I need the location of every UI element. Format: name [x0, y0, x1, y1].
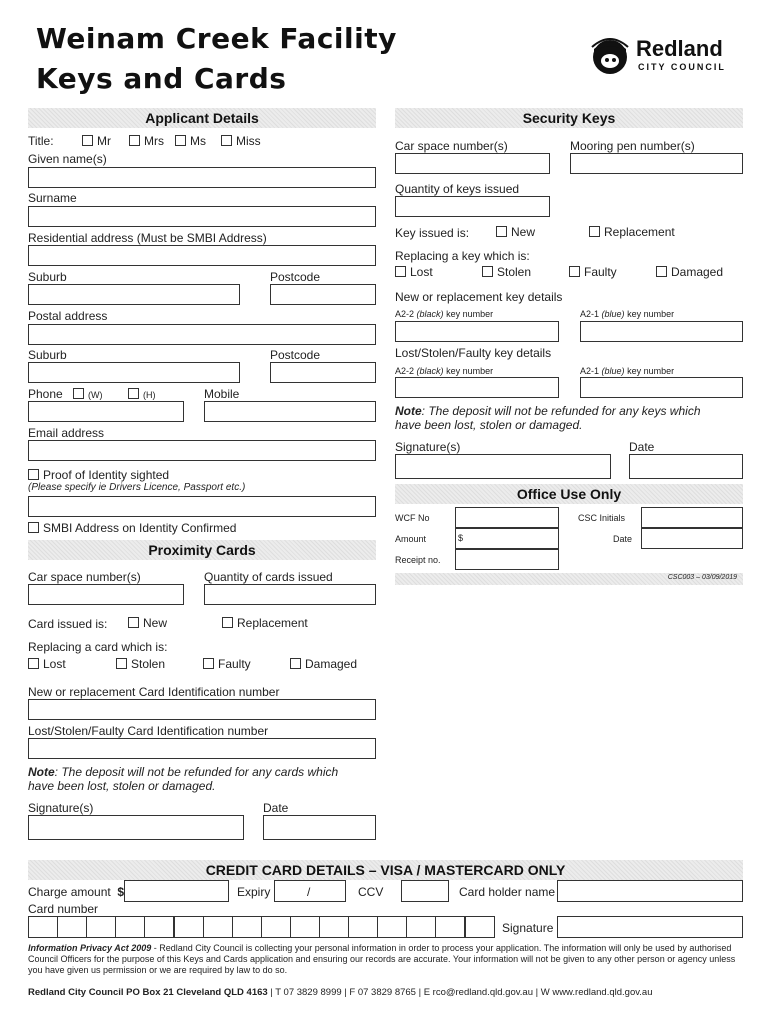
receipt-no-label: Receipt no.: [395, 555, 441, 565]
key-quantity-label: Quantity of keys issued: [395, 182, 520, 196]
lost-key-blue-label: A2-1 (blue) key number: [580, 366, 675, 376]
expiry-separator: /: [307, 885, 311, 899]
card-lost-checkbox[interactable]: [28, 658, 39, 669]
key-replacing-label: Replacing a key which is:: [395, 249, 530, 263]
key-damaged-option[interactable]: Damaged: [656, 265, 723, 279]
mr-checkbox[interactable]: [82, 135, 93, 146]
key-car-space-label: Car space number(s): [395, 139, 508, 153]
card-faulty-checkbox[interactable]: [203, 658, 214, 669]
card-replacing-label: Replacing a card which is:: [28, 640, 168, 654]
lost-key-black-label: A2-2 (black) key number: [395, 366, 494, 376]
card-number-label: Card number: [28, 902, 99, 916]
ccv-field[interactable]: [401, 880, 449, 902]
given-names-label: Given name(s): [28, 152, 107, 166]
key-faulty-checkbox[interactable]: [569, 266, 580, 277]
postal-suburb-label: Suburb: [28, 348, 67, 362]
phone-home-option[interactable]: (H): [128, 387, 156, 401]
new-key-black-label: A2-2 (black) key number: [395, 309, 494, 319]
card-new-id-label: New or replacement Card Identification number: [28, 685, 280, 699]
wcf-no-label: WCF No: [395, 513, 430, 523]
page-title-line1: Weinam Creek Facility: [36, 22, 397, 55]
key-new-checkbox[interactable]: [496, 226, 507, 237]
key-car-space-field[interactable]: [395, 153, 550, 174]
cc-signature-field[interactable]: [557, 916, 743, 938]
card-quantity-field[interactable]: [204, 584, 376, 605]
card-number-digit-cell[interactable]: [57, 916, 87, 938]
phone-work-option[interactable]: (W): [73, 387, 103, 401]
amount-label: Amount: [395, 534, 427, 544]
key-quantity-field[interactable]: [395, 196, 550, 217]
office-code-bar: [395, 573, 743, 585]
card-number-digit-cell[interactable]: [203, 916, 233, 938]
postal-address-field[interactable]: [28, 324, 376, 345]
form-code: CSC003 – 03/09/2019: [667, 574, 737, 581]
card-number-digit-cell[interactable]: [406, 916, 436, 938]
lost-key-details-label: Lost/Stolen/Faulty key details: [395, 346, 552, 360]
key-date-label: Date: [629, 440, 655, 454]
charge-amount-field[interactable]: [124, 880, 229, 902]
charge-amount-label: Charge amount $: [28, 885, 125, 899]
council-logo: [588, 33, 738, 79]
key-deposit-note: Note: The deposit will not be refunded for any keys which have been lost, stolen or damaged.: [395, 404, 701, 432]
amount-dollar-sign: $: [458, 533, 464, 543]
postcode-label: Postcode: [270, 270, 321, 284]
card-lost-option[interactable]: Lost: [28, 657, 66, 671]
key-stolen-checkbox[interactable]: [482, 266, 493, 277]
suburb-label: Suburb: [28, 270, 67, 284]
office-date-label: Date: [613, 534, 633, 544]
title-option-ms[interactable]: Ms: [175, 134, 206, 148]
mrs-checkbox[interactable]: [129, 135, 140, 146]
card-number-digit-cell[interactable]: [290, 916, 320, 938]
card-new-option[interactable]: New: [128, 616, 167, 630]
card-number-digit-cell[interactable]: [86, 916, 116, 938]
applicant-details-heading: Applicant Details: [28, 108, 376, 128]
mobile-field[interactable]: [204, 401, 376, 422]
card-number-digit-cell[interactable]: [435, 916, 465, 938]
logo-name: Redland: [636, 36, 723, 61]
card-date-label: Date: [263, 801, 289, 815]
postal-postcode-field[interactable]: [270, 362, 376, 383]
card-date-field[interactable]: [263, 815, 376, 840]
logo-emblem-icon: [588, 33, 634, 79]
title-label: Title:: [28, 134, 54, 148]
smbi-confirmed-checkbox[interactable]: [28, 522, 39, 533]
key-date-field[interactable]: [629, 454, 743, 479]
postcode-field[interactable]: [270, 284, 376, 305]
card-new-checkbox[interactable]: [128, 617, 139, 628]
card-faulty-option[interactable]: Faulty: [203, 657, 251, 671]
csc-initials-label: CSC Initials: [578, 513, 626, 523]
postal-address-label: Postal address: [28, 309, 108, 323]
new-key-black-field[interactable]: [395, 321, 559, 342]
privacy-statement: Information Privacy Act 2009 - Redland City Council is collecting your personal information in order to process your application. The information will only be used by authorised Council Officers for the purpose of this Keys and Cards application and ensuring our records are accurate. Your information will not be given to any other person or agency unless you have given us permission or we are required by law to do so.: [28, 943, 736, 975]
card-replacement-checkbox[interactable]: [222, 617, 233, 628]
title-option-miss[interactable]: Miss: [221, 134, 261, 148]
credit-card-heading: CREDIT CARD DETAILS – VISA / MASTERCARD ONLY: [28, 860, 743, 880]
expiry-field[interactable]: [274, 880, 346, 902]
card-signature-label-cc: Signature: [502, 921, 554, 935]
ccv-label: CCV: [358, 885, 384, 899]
office-date-field[interactable]: [641, 528, 743, 549]
card-lost-id-field[interactable]: [28, 738, 376, 759]
key-replacement-checkbox[interactable]: [589, 226, 600, 237]
mooring-pen-field[interactable]: [570, 153, 743, 174]
postal-suburb-field[interactable]: [28, 362, 240, 383]
key-signature-field[interactable]: [395, 454, 611, 479]
card-number-digit-cell[interactable]: [319, 916, 349, 938]
residential-address-label: Residential address (Must be SMBI Address): [28, 231, 267, 245]
smbi-confirmed-option[interactable]: SMBI Address on Identity Confirmed: [28, 521, 236, 535]
surname-label: Surname: [28, 191, 77, 205]
proof-of-identity-checkbox[interactable]: [28, 469, 39, 480]
new-key-blue-label: A2-1 (blue) key number: [580, 309, 675, 319]
amount-field[interactable]: [455, 528, 559, 549]
wcf-no-field[interactable]: [455, 507, 559, 528]
card-damaged-checkbox[interactable]: [290, 658, 301, 669]
card-number-digit-cell[interactable]: [232, 916, 262, 938]
phone-label: Phone: [28, 387, 63, 401]
key-lost-checkbox[interactable]: [395, 266, 406, 277]
key-damaged-checkbox[interactable]: [656, 266, 667, 277]
page-title-line2: Keys and Cards: [36, 62, 287, 95]
phone-field[interactable]: [28, 401, 184, 422]
card-signature-field[interactable]: [28, 815, 244, 840]
residential-address-field[interactable]: [28, 245, 376, 266]
lost-key-black-field[interactable]: [395, 377, 559, 398]
key-faulty-option[interactable]: Faulty: [569, 265, 617, 279]
new-key-details-label: New or replacement key details: [395, 290, 563, 304]
card-stolen-checkbox[interactable]: [116, 658, 127, 669]
mooring-pen-label: Mooring pen number(s): [570, 139, 695, 153]
card-number-digit-cell[interactable]: [28, 916, 58, 938]
security-keys-heading: Security Keys: [395, 108, 743, 128]
phone-home-checkbox[interactable]: [128, 388, 139, 399]
key-replacement-option[interactable]: Replacement: [589, 225, 675, 239]
card-new-id-field[interactable]: [28, 699, 376, 720]
email-label: Email address: [28, 426, 105, 440]
ms-checkbox[interactable]: [175, 135, 186, 146]
card-car-space-label: Car space number(s): [28, 570, 141, 584]
phone-work-checkbox[interactable]: [73, 388, 84, 399]
card-lost-id-label: Lost/Stolen/Faulty Card Identification number: [28, 724, 269, 738]
card-replacement-option[interactable]: Replacement: [222, 616, 308, 630]
receipt-no-field[interactable]: [455, 549, 559, 570]
surname-field[interactable]: [28, 206, 376, 227]
council-contact: Redland City Council PO Box 21 Cleveland QLD 4163 | T 07 3829 8999 | F 07 3829 8765 | E rco@redland.qld.gov.au | W www.redland.qld.gov.au: [28, 987, 653, 998]
card-issued-label: Card issued is:: [28, 617, 108, 631]
title-option-mr[interactable]: Mr: [82, 134, 111, 148]
card-stolen-option[interactable]: Stolen: [116, 657, 165, 671]
card-number-digit-cell[interactable]: [144, 916, 174, 938]
suburb-field[interactable]: [28, 284, 240, 305]
proof-note: (Please specify ie Drivers Licence, Passport etc.): [28, 482, 246, 493]
lost-key-blue-field[interactable]: [580, 377, 743, 398]
card-number-digit-cell[interactable]: [348, 916, 378, 938]
proof-details-field[interactable]: [28, 496, 376, 517]
card-signature-label: Signature(s): [28, 801, 94, 815]
card-number-digit-cell[interactable]: [465, 916, 495, 938]
given-names-field[interactable]: [28, 167, 376, 188]
card-number-digit-cell[interactable]: [377, 916, 407, 938]
card-car-space-field[interactable]: [28, 584, 184, 605]
miss-checkbox[interactable]: [221, 135, 232, 146]
logo-subtitle: CITY COUNCIL: [638, 62, 726, 72]
postal-postcode-label: Postcode: [270, 348, 321, 362]
proof-of-identity-option[interactable]: Proof of Identity sighted: [28, 468, 169, 482]
office-use-heading: Office Use Only: [395, 484, 743, 504]
expiry-label: Expiry: [237, 885, 271, 899]
card-number-digit-cell[interactable]: [174, 916, 204, 938]
new-key-blue-field[interactable]: [580, 321, 743, 342]
key-new-option[interactable]: New: [496, 225, 535, 239]
csc-initials-field[interactable]: [641, 507, 743, 528]
card-holder-field[interactable]: [557, 880, 743, 902]
key-issued-label: Key issued is:: [395, 226, 470, 240]
card-quantity-label: Quantity of cards issued: [204, 570, 333, 584]
key-lost-option[interactable]: Lost: [395, 265, 433, 279]
card-damaged-option[interactable]: Damaged: [290, 657, 357, 671]
key-stolen-option[interactable]: Stolen: [482, 265, 531, 279]
card-number-digit-cell[interactable]: [115, 916, 145, 938]
card-number-digit-cell[interactable]: [261, 916, 291, 938]
proximity-cards-heading: Proximity Cards: [28, 540, 376, 560]
card-holder-label: Card holder name: [459, 885, 556, 899]
card-deposit-note: Note: The deposit will not be refunded for any cards which have been lost, stolen or damaged.: [28, 765, 339, 793]
title-option-mrs[interactable]: Mrs: [129, 134, 164, 148]
email-field[interactable]: [28, 440, 376, 461]
key-signature-label: Signature(s): [395, 440, 461, 454]
mobile-label: Mobile: [204, 387, 240, 401]
